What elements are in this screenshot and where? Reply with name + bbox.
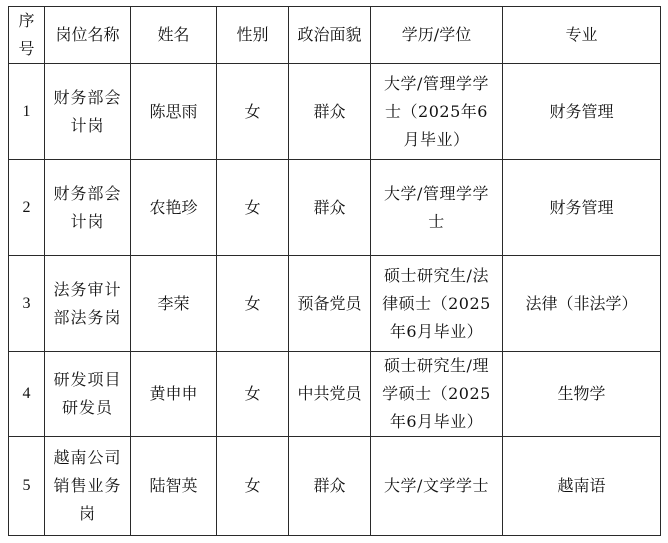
cell-serial-number: 1	[9, 64, 45, 160]
header-serial-number: 序号	[9, 7, 45, 64]
header-education-degree: 学历/学位	[371, 7, 503, 64]
cell-education-degree: 大学/管理学学士（2025年6月毕业）	[371, 64, 503, 160]
header-major: 专业	[503, 7, 661, 64]
cell-serial-number: 2	[9, 160, 45, 256]
cell-major: 越南语	[503, 437, 661, 536]
table-row	[9, 256, 661, 352]
cell-serial-number: 5	[9, 437, 45, 536]
cell-education-degree: 硕士研究生/法律硕士（2025年6月毕业）	[371, 256, 503, 352]
cell-post-name: 财务部会计岗	[45, 160, 131, 256]
cell-name: 李荣	[131, 256, 217, 352]
cell-education-degree: 大学/管理学学士	[371, 160, 503, 256]
header-name: 姓名	[131, 7, 217, 64]
cell-gender: 女	[217, 160, 289, 256]
cell-political-status: 中共党员	[289, 352, 371, 437]
table-row	[9, 160, 661, 256]
cell-major: 财务管理	[503, 160, 661, 256]
cell-serial-number: 3	[9, 256, 45, 352]
cell-name: 黄申申	[131, 352, 217, 437]
cell-education-degree: 硕士研究生/理学硕士（2025年6月毕业）	[371, 352, 503, 437]
cell-education-degree: 大学/文学学士	[371, 437, 503, 536]
header-gender: 性别	[217, 7, 289, 64]
cell-post-name: 研发项目研发员	[45, 352, 131, 437]
cell-major: 法律（非法学）	[503, 256, 661, 352]
cell-major: 生物学	[503, 352, 661, 437]
cell-post-name: 越南公司销售业务岗	[45, 437, 131, 536]
cell-major: 财务管理	[503, 64, 661, 160]
cell-name: 陆智英	[131, 437, 217, 536]
cell-gender: 女	[217, 256, 289, 352]
personnel-table	[8, 6, 661, 536]
cell-gender: 女	[217, 437, 289, 536]
cell-post-name: 法务审计部法务岗	[45, 256, 131, 352]
cell-gender: 女	[217, 352, 289, 437]
cell-political-status: 群众	[289, 64, 371, 160]
table-row	[9, 64, 661, 160]
cell-political-status: 群众	[289, 160, 371, 256]
table-header-row	[9, 7, 661, 64]
cell-name: 农艳珍	[131, 160, 217, 256]
cell-post-name: 财务部会计岗	[45, 64, 131, 160]
header-political-status: 政治面貌	[289, 7, 371, 64]
table-row	[9, 437, 661, 536]
cell-gender: 女	[217, 64, 289, 160]
cell-serial-number: 4	[9, 352, 45, 437]
cell-political-status: 群众	[289, 437, 371, 536]
cell-political-status: 预备党员	[289, 256, 371, 352]
table-row	[9, 352, 661, 437]
header-post-name: 岗位名称	[45, 7, 131, 64]
cell-name: 陈思雨	[131, 64, 217, 160]
